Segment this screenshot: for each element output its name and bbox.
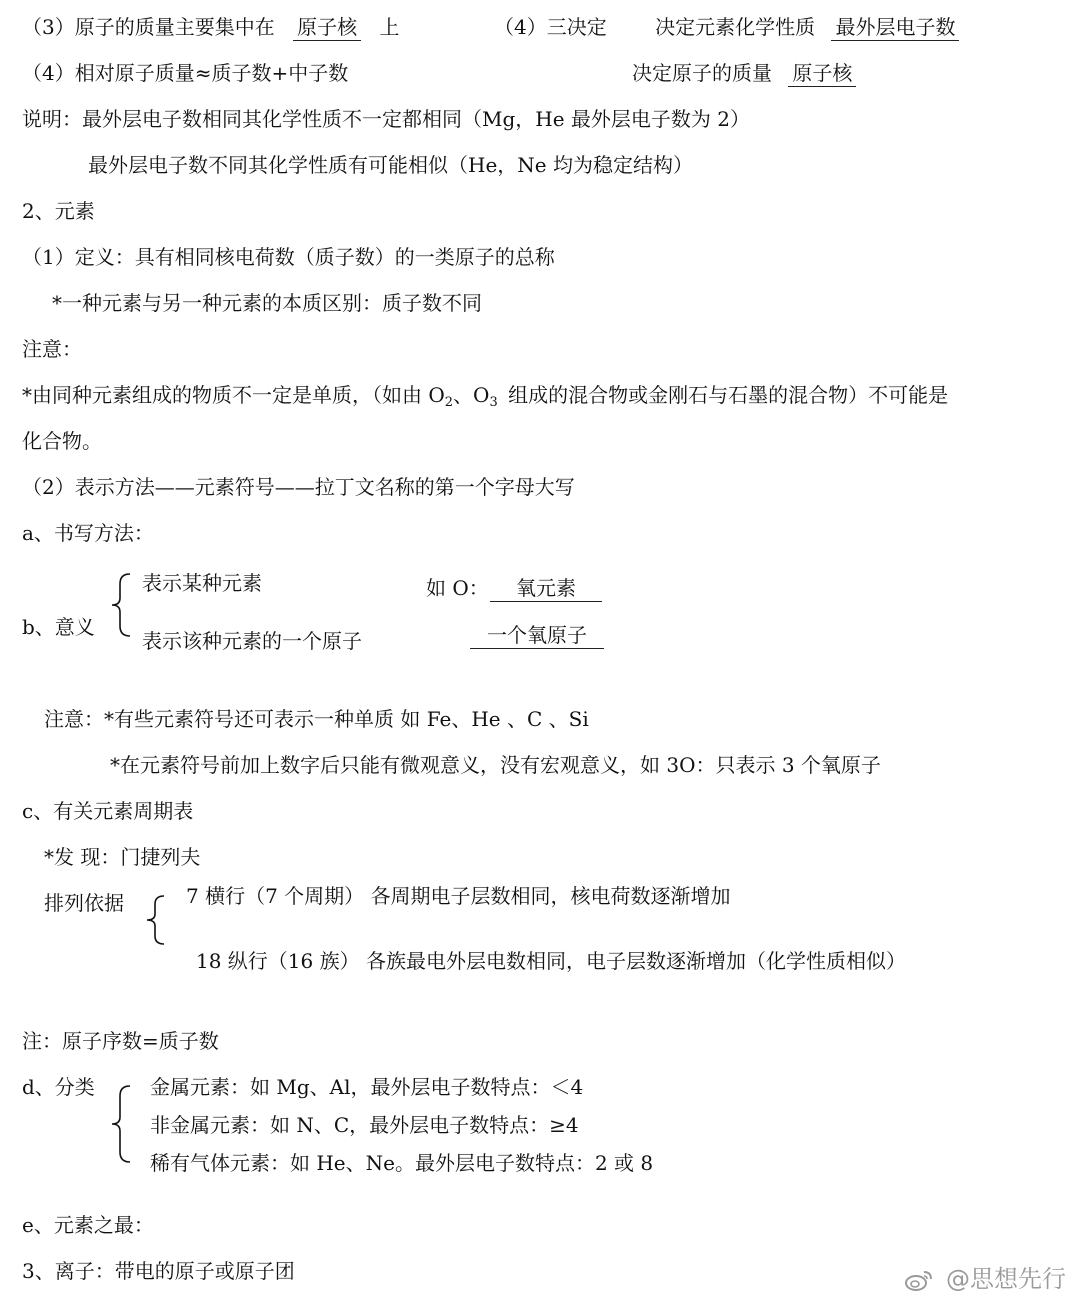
line-determine-mass: 决定原子的质量 原子核 (632, 60, 856, 87)
classification-metal: 金属元素：如 Mg、Al，最外层电子数特点：＜4 (150, 1075, 584, 1099)
line-mass-nucleus: （3）原子的质量主要集中在 原子核 上 (22, 15, 400, 39)
line-explanation-1: 说明：最外层电子数相同其化学性质不一定都相同（Mg，He 最外层电子数为 2） (22, 107, 750, 131)
label-attention: 注意： (22, 337, 82, 361)
periodic-row-groups: 18 纵行（16 族） 各族最电外层电数相同，电子层数逐渐增加（化学性质相似） (196, 949, 906, 973)
meaning-item-atom: 表示该种元素的一个原子 (142, 629, 362, 653)
blank-answer-outer-electrons: 最外层电子数 (831, 14, 959, 41)
left-brace-icon (144, 894, 168, 946)
line-note-single-substance: 注意：*有些元素符号还可表示一种单质 如 Fe、He 、C 、Si (44, 707, 589, 731)
left-brace-icon (108, 1084, 134, 1164)
section-heading-periodic-table: c、有关元素周期表 (22, 799, 194, 823)
label-classification: d、分类 (22, 1075, 95, 1099)
periodic-row-periods: 7 横行（7 个周期） 各周期电子层数相同，核电荷数逐渐增加 (186, 884, 731, 908)
section-heading-element: 2、元素 (22, 199, 95, 223)
line-single-substance-note: *由同种元素组成的物质不一定是单质，（如由 $O_2$、$O_3$ 组成的混合物或金刚石与石墨的混合物）不可能是 (22, 383, 949, 410)
line-atomic-number-note: 注：原子序数=质子数 (22, 1029, 219, 1053)
line-discoverer: *发 现：门捷列夫 (44, 845, 201, 869)
line-explanation-2: 最外层电子数不同其化学性质有可能相似（He，Ne 均为稳定结构） (88, 153, 693, 177)
section-heading-element-superlatives: e、元素之最： (22, 1213, 154, 1237)
left-brace-icon (108, 572, 134, 638)
line-note-micro-meaning: *在元素符号前加上数字后只能有微观意义，没有宏观意义，如 3O：只表示 3 个氧原子 (110, 753, 881, 777)
line-writing-method: a、书写方法： (22, 521, 154, 545)
meaning-example-label: 如 O： (426, 576, 489, 600)
line-three-determine: （4）三决定 决定元素化学性质 最外层电子数 (494, 14, 959, 41)
line-essential-difference: *一种元素与另一种元素的本质区别：质子数不同 (52, 291, 482, 315)
blank-answer-nucleus-2: 原子核 (788, 60, 856, 87)
blank-answer-nucleus: 原子核 (293, 14, 361, 41)
weibo-logo-icon (904, 1268, 934, 1292)
section-heading-ion: 3、离子：带电的原子或原子团 (22, 1259, 295, 1283)
line-definition: （1）定义：具有相同核电荷数（质子数）的一类原子的总称 (22, 245, 555, 269)
watermark: @思想先行 (904, 1259, 1066, 1294)
meaning-item-element: 表示某种元素 (142, 571, 262, 595)
line-compound: 化合物。 (22, 429, 102, 453)
label-meaning: b、意义 (22, 615, 95, 639)
label-arrangement-basis: 排列依据 (44, 891, 124, 915)
line-relative-atomic-mass: （4）相对原子质量≈质子数+中子数 (22, 61, 349, 85)
classification-noble-gas: 稀有气体元素：如 He、Ne。最外层电子数特点：2 或 8 (150, 1151, 654, 1175)
line-representation-method: （2）表示方法——元素符号——拉丁文名称的第一个字母大写 (22, 475, 575, 499)
meaning-answer-element: 氧元素 (490, 575, 602, 602)
classification-nonmetal: 非金属元素：如 N、C，最外层电子数特点：≥4 (150, 1113, 579, 1137)
meaning-answer-atom: 一个氧原子 (470, 622, 604, 649)
